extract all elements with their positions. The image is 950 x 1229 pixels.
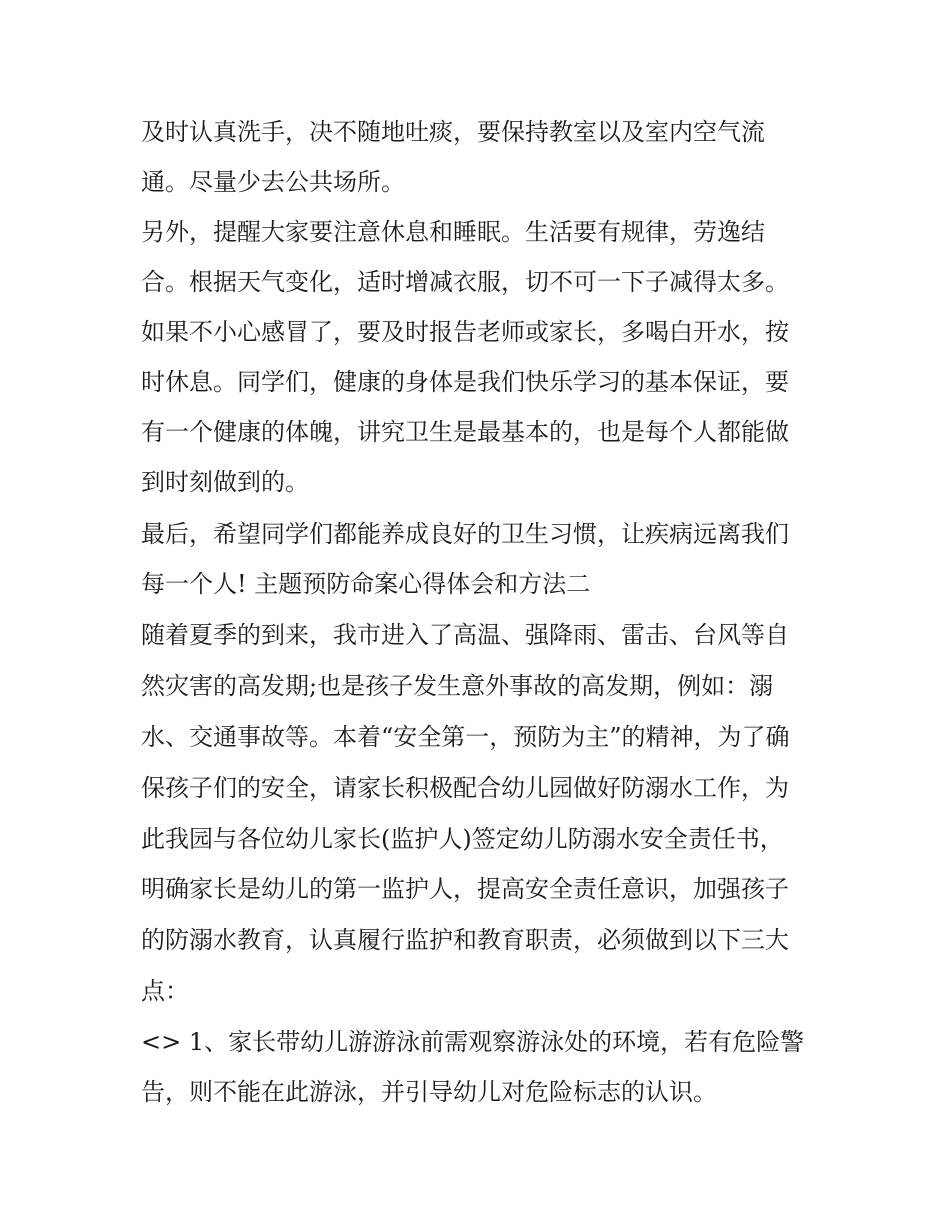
text-line: 点： xyxy=(141,977,189,1005)
text-line: 告，则不能在此游泳，并引导幼儿对危险标志的认识。 xyxy=(141,1078,717,1106)
text-line: 然灾害的高发期;也是孩子发生意外事故的高发期，例如：溺 xyxy=(141,672,774,700)
text-line: 最后，希望同学们都能养成良好的卫生习惯，让疾病远离我们 xyxy=(141,520,789,548)
text-line: 如果不小心感冒了，要及时报告老师或家长，多喝白开水，按 xyxy=(141,318,789,346)
text-line: 另外，提醒大家要注意休息和睡眠。生活要有规律，劳逸结 xyxy=(141,218,765,246)
text-line: 随着夏季的到来，我市进入了高温、强降雨、雷击、台风等自 xyxy=(141,621,789,649)
text-line: 保孩子们的安全，请家长积极配合幼儿园做好防溺水工作，为 xyxy=(141,774,789,802)
text-line: 明确家长是幼儿的第一监护人，提高安全责任意识，加强孩子 xyxy=(141,875,789,903)
text-line: 时休息。同学们，健康的身体是我们快乐学习的基本保证，要 xyxy=(141,368,789,396)
text-line: <> 1、家长带幼儿游游泳前需观察游泳处的环境，若有危险警 xyxy=(141,1028,805,1056)
text-line: 有一个健康的体魄，讲究卫生是最基本的，也是每个人都能做 xyxy=(141,418,789,446)
text-line: 的防溺水教育，认真履行监护和教育职责，必须做到以下三大 xyxy=(141,926,789,954)
text-line: 合。根据天气变化，适时增减衣服，切不可一下子减得太多。 xyxy=(141,268,789,296)
text-line: 水、交通事故等。本着“安全第一，预防为主”的精神，为了确 xyxy=(141,723,790,751)
text-line: 此我园与各位幼儿家长(监护人)签定幼儿防溺水安全责任书， xyxy=(141,825,784,853)
text-line: 及时认真洗手，决不随地吐痰，要保持教室以及室内空气流 xyxy=(141,118,765,146)
text-line: 到时刻做到的。 xyxy=(141,468,309,496)
text-line: 每一个人! 主题预防命案心得体会和方法二 xyxy=(141,570,591,598)
text-line: 通。尽量少去公共场所。 xyxy=(141,168,405,196)
